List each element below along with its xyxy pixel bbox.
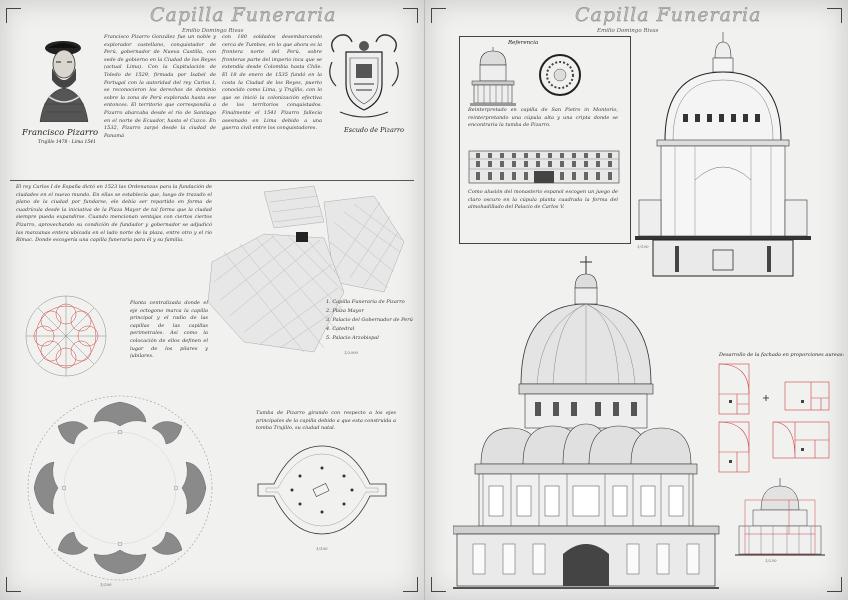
biography-column-1: Francisco Pizarro González fue un noble y explorador castellano, conquistador de Perú, gobernador de Nueva Castilla, con sede de gobierno en la Ciudad de los Reyes (actual Lima). Con la Capitulación de Toledo de 1529, firmada por Isabel de Portugal con la autoridad del rey Carlos I, se reconocieron los derechos de dominio sobre la zona de Perú explorada hasta ese entonces. El territorio que correspondía a Pizarro abarcaba desde el río de Santiago en el norte de Ecuador, hasta el Cuzco. En 1532, Pizarro zarpó desde la ciudad de Panamá	[104, 34, 216, 139]
chapel-section-drawing	[635, 30, 811, 280]
plan-scale: 1/2000	[344, 350, 359, 355]
legend-item: 5. Palacio Arzobispal	[326, 335, 379, 341]
corner-mark	[827, 8, 842, 23]
portrait-name: Francisco Pizarro	[22, 128, 99, 138]
plan-scale-bottom: 1/100	[100, 582, 112, 587]
chapel-facade-elevation	[453, 254, 723, 590]
reference-panel	[459, 36, 631, 244]
corner-mark	[431, 577, 446, 592]
corner-mark	[403, 577, 418, 592]
legend-item: 1. Capilla Funeraria de Pizarro	[326, 299, 405, 305]
tempietto-plan	[538, 53, 582, 97]
page-title: Capilla Funeraria	[150, 4, 337, 26]
biography-column-2: con 180 soldados desembarcando cerca de Tumbes, en lo que ahora es la frontera norte del Perú, sobre fronteras parte del imperio inca que se extendía desde Colombia hasta Chile. El 18 de enero de 1535 fundó en la costa la Ciudad de los Reyes, puerto conocido como Lima, y Trujillo, con lo que se inició la colonización efectiva de los territorios conquistados. Finalmente el 1541 Pizarro fallecía asesinado en Lima debido a una guerra civil entre los conquistadores.	[222, 34, 322, 132]
palace-facade	[468, 145, 620, 185]
plan-legend	[326, 298, 413, 343]
tomb-plan-drawing	[252, 440, 392, 540]
facade-proportion-title: Desarrollo de la fachada en proporciones aureas:	[719, 352, 845, 358]
portrait-engraving	[30, 34, 96, 122]
page-subtitle: Emilio Domingo Rivas	[597, 28, 659, 34]
corner-mark	[403, 8, 418, 23]
shield-caption: Escudo de Pizarro	[344, 126, 405, 134]
reference-text-1: Reinterpretado en capilla de San Pietro in Montorio, reinterpretando una cúpula alta y una cripta donde se encontraria la tumba de Pizarro.	[468, 107, 618, 129]
reference-text-2: Como alusión del monasterio espanol escogen un juego de claro oscuro en la cúpula planta cuadrada la forma del almohadillado del Palacio de Carlos V.	[468, 189, 618, 211]
small-facade-proportion	[735, 476, 825, 558]
divider	[10, 180, 414, 181]
facade-scale: 1/250	[765, 558, 777, 563]
plan-geometry-diagram	[20, 290, 112, 382]
corner-mark	[431, 8, 446, 23]
tomb-scale: 1/100	[316, 546, 328, 551]
corner-mark	[827, 577, 842, 592]
portrait-dates: Trujillo 1478 · Lima 1541	[38, 140, 96, 145]
coat-of-arms-icon	[326, 32, 402, 120]
legend-item: 3. Palacio del Gobernador de Perú	[326, 317, 413, 323]
founding-text: El rey Carlos I de España dictó en 1523 las Ordenanzas para la fundación de ciudades en el nuevo mundo. En ellas se establecía que, luego de trazado el plano de la ciudad por fundarse, ele debía ser repartido en forma de cuadrícula desde la iniciativa de la Plaza Mayor de tal forma que la ciudad siempre pueda expandirse. Cuando mencionan ventajas con ciertos ciertos Pizarro, aprovechando su condición de fundador y gobernador se adjudicó las manzanas entera ubicada en el lado norte de la plaza, entre otro y el río Rímac. Donde escogería una capilla funeraria para él y su familia.	[16, 184, 212, 244]
corner-mark	[6, 8, 21, 23]
section-scale: 1/100	[637, 244, 649, 249]
plant-description: Planta centralizada donde el eje octogono marca la capilla principal y el radio de las capillas de las capillas perimetrales. Así como la colocación de ellos definen el lugar de los pilares y jubilares.	[130, 300, 208, 360]
tempietto-elevation	[468, 45, 518, 107]
golden-ratio-diagrams	[715, 360, 835, 480]
page-title: Capilla Funeraria	[575, 4, 762, 26]
tomb-description: Tumba de Pizarro girando con respecto a los ejes principales de la capilla debido a que esta construida a tomba Trujillo, su ciudad natal.	[256, 410, 396, 432]
legend-item: 2. Plaza Mayor	[326, 308, 364, 314]
page-subtitle: Emilio Domingo Rivas	[182, 28, 244, 34]
sheet-right	[424, 0, 848, 600]
reference-label: Referencia	[508, 40, 539, 46]
legend-item: 4. Catedral	[326, 326, 355, 332]
chapel-floor-plan	[16, 392, 226, 588]
